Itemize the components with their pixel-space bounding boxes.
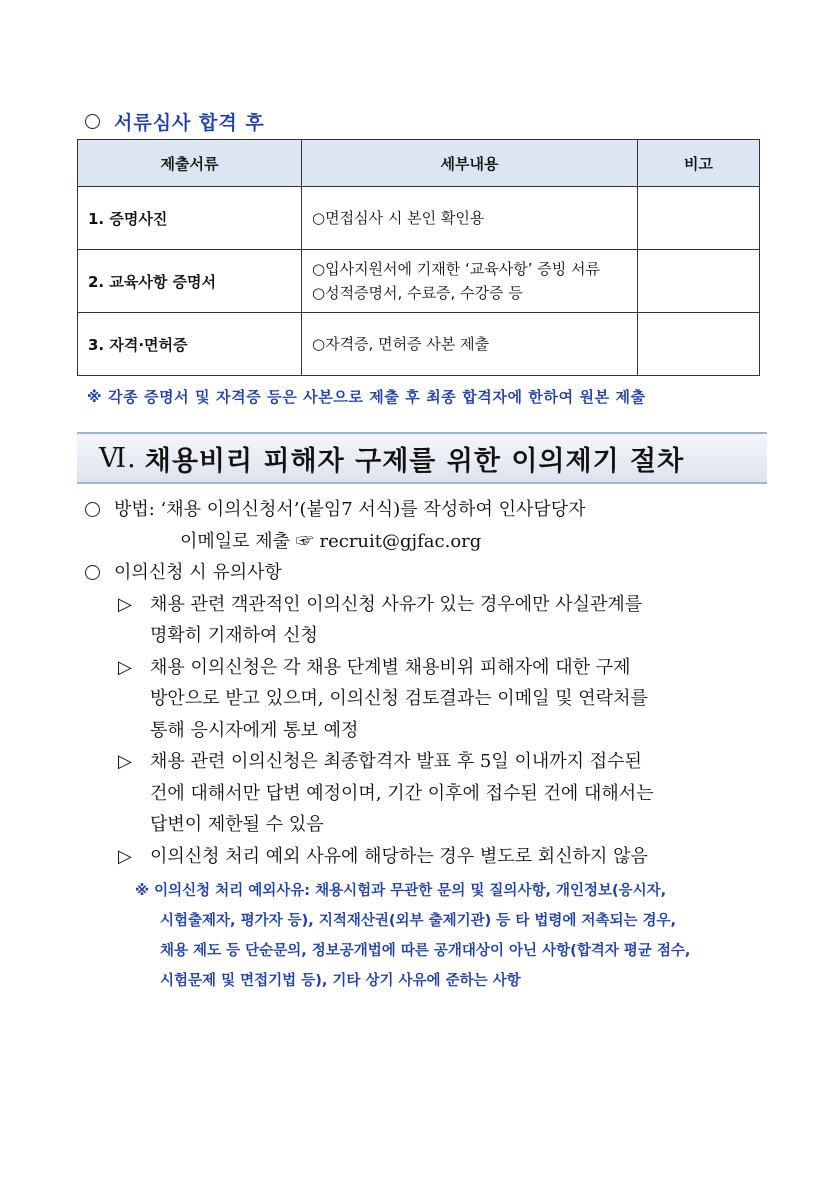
caution-item [85,589,775,652]
caution-line: 명확히 기재하여 신청 [150,625,318,646]
table-header-row [78,140,760,187]
header-documents: 제출서류 [78,140,302,187]
triangle-bullet-icon: ▷ [118,593,132,615]
detail-line: ○자격증, 면허증 사본 제출 [312,335,490,353]
caution-line: 건에 대해서만 답변 예정이며, 기간 이후에 접수된 건에 대해서는 [150,782,654,804]
detail-line: ○성적증명서, 수료증, 수강증 등 [312,284,523,302]
caution-item [85,652,775,747]
procedure-body [85,494,775,872]
exception-line: 시험문제 및 면접기법 등), 기타 상기 사유에 준하는 사항 [160,973,521,989]
exception-line: 채용 제도 등 단순문의, 정보공개법에 따른 공개대상이 아닌 사항(합격자 평균 점수, [160,943,691,959]
caution-line: 채용 관련 이의신청은 최종합격자 발표 후 5일 이내까지 접수된 [150,751,642,772]
exception-note [135,876,775,996]
method-line-1: 방법: ‘채용 이의신청서’(붙임7 서식)를 작성하여 인사담당자 [114,499,586,520]
document-details [302,187,638,250]
circle-bullet-icon [85,565,100,580]
table-row [78,250,760,313]
section-banner [77,432,767,484]
triangle-bullet-icon: ▷ [118,656,132,678]
documents-table [77,139,760,376]
caution-item [85,746,775,841]
table-row [78,187,760,250]
section-heading [85,108,265,135]
caution-line: 이의신청 처리 예외 사유에 해당하는 경우 별도로 회신하지 않음 [150,845,648,867]
section-heading-text: 서류심사 합격 후 [114,112,265,134]
method-line-2: 이메일로 제출 ☞ recruit@gjfac.org [180,530,482,552]
document-remark [638,313,760,376]
document-remark [638,250,760,313]
method-item [85,494,775,526]
section-title: 채용비리 피해자 구제를 위한 이의제기 절차 [144,445,685,477]
caution-line: 채용 관련 객관적인 이의신청 사유가 있는 경우에만 사실관계를 [150,593,643,615]
header-remarks: 비고 [638,140,760,187]
caution-line: 답변이 제한될 수 있음 [150,814,324,835]
table-row [78,313,760,376]
circle-bullet-icon [85,502,100,517]
detail-line: ○면접심사 시 본인 확인용 [312,209,485,227]
document-details [302,313,638,376]
caution-heading [85,557,775,589]
exception-line: ※ 이의신청 처리 예외사유: 채용시험과 무관한 문의 및 질의사항, 개인정보(응시자, [135,883,667,899]
header-details: 세부내용 [302,140,638,187]
caution-title: 이의신청 시 유의사항 [114,562,282,583]
detail-line: ○입사지원서에 기재한 ‘교육사항’ 증빙 서류 [312,260,601,278]
circle-bullet-icon [85,114,100,129]
exception-line: 시험출제자, 평가자 등), 지적재산권(외부 출제기관) 등 타 법령에 저촉되는 경우, [160,913,677,929]
document-remark [638,187,760,250]
triangle-bullet-icon: ▷ [118,845,132,867]
document-name: 1. 증명사진 [78,187,302,250]
caution-item [85,841,775,873]
table-footnote: ※ 각종 증명서 및 자격증 등은 사본으로 제출 후 최종 합격자에 한하여 원본 제출 [87,388,646,406]
caution-line: 통해 응시자에게 통보 예정 [150,719,359,741]
caution-line: 채용 이의신청은 각 채용 단계별 채용비위 피해자에 대한 구제 [150,656,631,678]
document-name: 3. 자격·면허증 [78,313,302,376]
document-name: 2. 교육사항 증명서 [78,250,302,313]
triangle-bullet-icon: ▷ [118,751,132,772]
document-details [302,250,638,313]
section-number: Ⅵ. [99,442,137,474]
caution-line: 방안으로 받고 있으며, 이의신청 검토결과는 이메일 및 연락처를 [150,688,648,709]
